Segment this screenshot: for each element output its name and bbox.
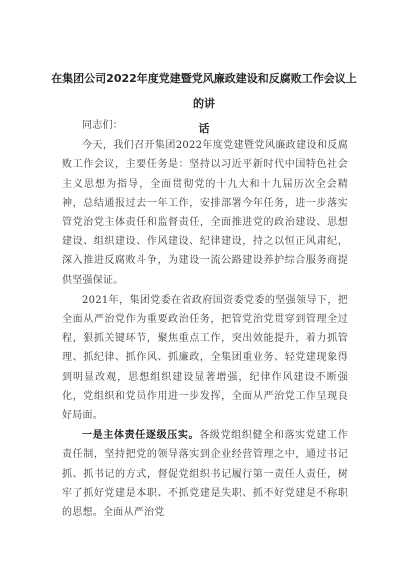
paragraph-review-2021: 2021年，集团党委在省政府国资委党委的坚强领导下，把全面从严治党作为重要政治任务，把管党治党贯穿到管理全过程，狠抓关键环节，聚焦重点工作，突出效能提升，着力抓管理、抓纪律、抓作风、抓廉政，全集团重业务、轻党建现象得到明显改观，思想组织建设显著增强，纪律作风建设不断强化，党组织和党员作用进一步发挥，全面从严治党工作呈现良好局面。 bbox=[62, 294, 348, 422]
document-body bbox=[62, 116, 348, 522]
title-line-1: 在集团公司2022年度党建暨党风廉政建设和反腐败工作会议上的讲 bbox=[51, 72, 357, 110]
title-line-2: 话 bbox=[198, 122, 210, 135]
paragraph-bold-lead: 一是主体责任逐级压实。 bbox=[82, 430, 200, 442]
paragraph-responsibility bbox=[62, 426, 348, 522]
salutation: 同志们： bbox=[82, 120, 123, 131]
paragraph-responsibility-text: 各级党组织健全和落实党建工作责任制，坚持把党的领导落实到企业经营管理之中，通过书记抓、抓书记的方式，督促党组织书记履行第一责任人责任，树牢了抓好党建是本职、不抓党建是失职、抓不好党建是不称职的思想。全面从严治党 bbox=[62, 430, 348, 519]
paragraph-opening: 今天，我们召开集团2022年度党建暨党风廉政建设和反腐败工作会议，主要任务是：坚持以习近平新时代中国特色社会主义思想为指导，全面贯彻党的十九大和十九届历次全会精神，总结通报过去一年工作，安排部署今年任务，进一步落实管党治党主体责任和监督责任，全面推进党的政治建设、思想建设、组织建设、作风建设、纪律建设，持之以恒正风肃纪，深入推进反腐败斗争，为建设一流公路建设养护综合服务商提供坚强保证。 bbox=[62, 140, 348, 286]
